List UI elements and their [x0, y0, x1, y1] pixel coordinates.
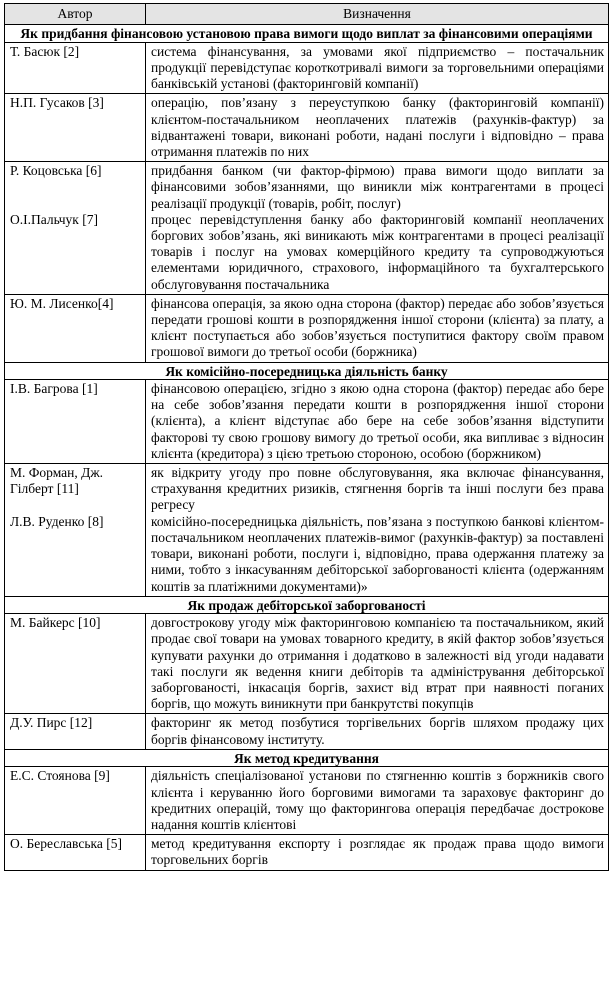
definition-cell — [146, 714, 609, 749]
table-row — [5, 714, 609, 749]
definition-text: комісійно-посередницька діяльність, пов’язана з поступкою банкові клієнтом-постачальником неоплачених платежів-вимог (рахунків-фактур) за поставлені товари, виконані роботи, послуги і, відповідно, права одержання платежу за ними, тобто з інкасуванням дебіторської заборгованості клієнта (одержанням коштів за платіжними документами)» — [151, 513, 604, 594]
author-cell — [5, 464, 146, 597]
section-row — [5, 749, 609, 767]
author-cell — [5, 94, 146, 162]
section-title: Як продаж дебіторської заборгованості — [5, 596, 609, 614]
author-cell — [5, 614, 146, 714]
author-cell — [5, 42, 146, 94]
author-name: Ю. М. Лисенко[4] — [10, 295, 114, 311]
definition-text: метод кредитування експорту і розглядає як продаж права щодо вимоги торговельних боргів — [151, 836, 604, 868]
section-title: Як метод кредитування — [5, 749, 609, 767]
definition-text: довгострокову угоду між факторинговою компанією та постачальником, який продає свої товари на умовах товарного кредиту, в якій фактор зобов’язується купувати рахунки до отримання і додатково в залежності від угоди надавати такі послуги як ведення книги дебіторів та адміністрування дебіторської заборгованості, інкасація боргів, захист від втрат при наявності поганих боргів, що можуть виникнути при банкрутстві покупців — [151, 615, 604, 712]
author-cell — [5, 162, 146, 295]
definition-cell — [146, 835, 609, 870]
definition-cell — [146, 162, 609, 295]
author-name: Р. Коцовська [6] — [10, 163, 102, 179]
definition-cell — [146, 614, 609, 714]
author-name: М. Форман, Дж. Гілберт [11] — [10, 465, 104, 497]
author-cell — [5, 380, 146, 464]
definition-text: як відкриту угоду про повне обслуговування, яка включає фінансування, страхування кредитних ризиків, стягнення боргів та інші послуги без права регресу — [151, 465, 604, 513]
definition-text: процес перевідступлення банку або факторинговій компанії неоплачених боргових зобов’язань, які виникають між контрагентами в процесі реалізації товарів і послуг на умовах комерційного кредиту та супроводжуються елементами юридичного, страхового, інформаційного та бухгалтерського обслуговування постачальника — [151, 211, 604, 292]
table-row — [5, 614, 609, 714]
author-column-header: Автор — [5, 4, 146, 25]
definition-column-header: Визначення — [146, 4, 609, 25]
definition-text: фінансовою операцією, згідно з якою одна сторона (фактор) передає або бере на себе зобов’язання передати кошти в розпорядження іншої сторони (клієнта), а клієнт відступає або бере на себе зобов’язання відступити факторові ту свою грошову вимогу до третьої особи, яка випливає з відносин клієнта (кредитора) з цією третьою стороною, особою (боржником) — [151, 381, 604, 461]
table-row — [5, 767, 609, 835]
author-name: О.І.Пальчук [7] — [10, 212, 98, 228]
definition-cell — [146, 380, 609, 464]
definition-text: діяльність спеціалізованої установи по стягненню коштів з боржників свого клієнта і керуванню його борговими вимогами та зараховує факторинг до кредитних операцій, тому що факторингова операція передбачає дострокове надання коштів клієнтові — [151, 768, 604, 832]
definition-text: операцію, пов’язану з переуступкою банку (факторинговій компанії) клієнтом-постачальником неоплачених платежів (рахунків-фактур) за відвантажені товари, виконані роботи, надані послуги і відповідно – права отримання платежів по них — [151, 95, 604, 159]
author-name: Т. Басюк [2] — [10, 43, 80, 59]
definition-text: фінансова операція, за якою одна сторона (фактор) передає або зобов’язується передати грошові кошти в розпорядження іншої сторони (клієнта) за плату, а клієнт поступається або зобов’язується поступитися фактору своїм правом грошової вимоги до третьої особи (боржника) — [151, 295, 604, 360]
section-title: Як придбання фінансовою установою права вимоги щодо виплат за фінансовими операціями — [5, 25, 609, 43]
section-title: Як комісійно-посередницька діяльність банку — [5, 362, 609, 380]
author-cell — [5, 714, 146, 749]
author-name: І.В. Багрова [1] — [10, 381, 98, 397]
definition-cell — [146, 42, 609, 94]
definitions-table — [4, 3, 609, 871]
table-row — [5, 294, 609, 362]
author-name: Е.С. Стоянова [9] — [10, 768, 110, 784]
author-name: О. Береславська [5] — [10, 836, 122, 852]
definition-cell — [146, 94, 609, 162]
author-name: Л.В. Руденко [8] — [10, 514, 104, 530]
definition-cell — [146, 464, 609, 597]
definition-text: факторинг як метод позбутися торгівельних боргів шляхом продажу цих боргів фінансовому інституту. — [151, 715, 604, 747]
table-body — [5, 25, 609, 870]
author-cell — [5, 835, 146, 870]
author-name: Н.П. Гусаков [3] — [10, 95, 104, 111]
section-row — [5, 596, 609, 614]
table-row — [5, 464, 609, 597]
table-row — [5, 162, 609, 295]
author-cell — [5, 767, 146, 835]
table-row — [5, 380, 609, 464]
section-row — [5, 25, 609, 43]
definition-cell — [146, 767, 609, 835]
table-header-row — [5, 4, 609, 25]
table-row — [5, 835, 609, 870]
author-cell — [5, 294, 146, 362]
author-name: М. Байкерс [10] — [10, 615, 101, 631]
table-row — [5, 42, 609, 94]
definition-text: придбання банком (чи фактор-фірмою) права вимоги щодо виплати за фінансовими зобов’язаннями, що виникли між контрагентами в процесі реалізації продукції (товарів, робіт, послуг) — [151, 163, 604, 211]
definition-text: система фінансування, за умовами якої підприємство – постачальник продукції перевідступає короткотривалі вимоги за торговельними операціями банківській установі (факторинговій компанії) — [151, 43, 604, 92]
table-row — [5, 94, 609, 162]
author-name: Д.У. Пирс [12] — [10, 715, 93, 731]
section-row — [5, 362, 609, 380]
definition-cell — [146, 294, 609, 362]
